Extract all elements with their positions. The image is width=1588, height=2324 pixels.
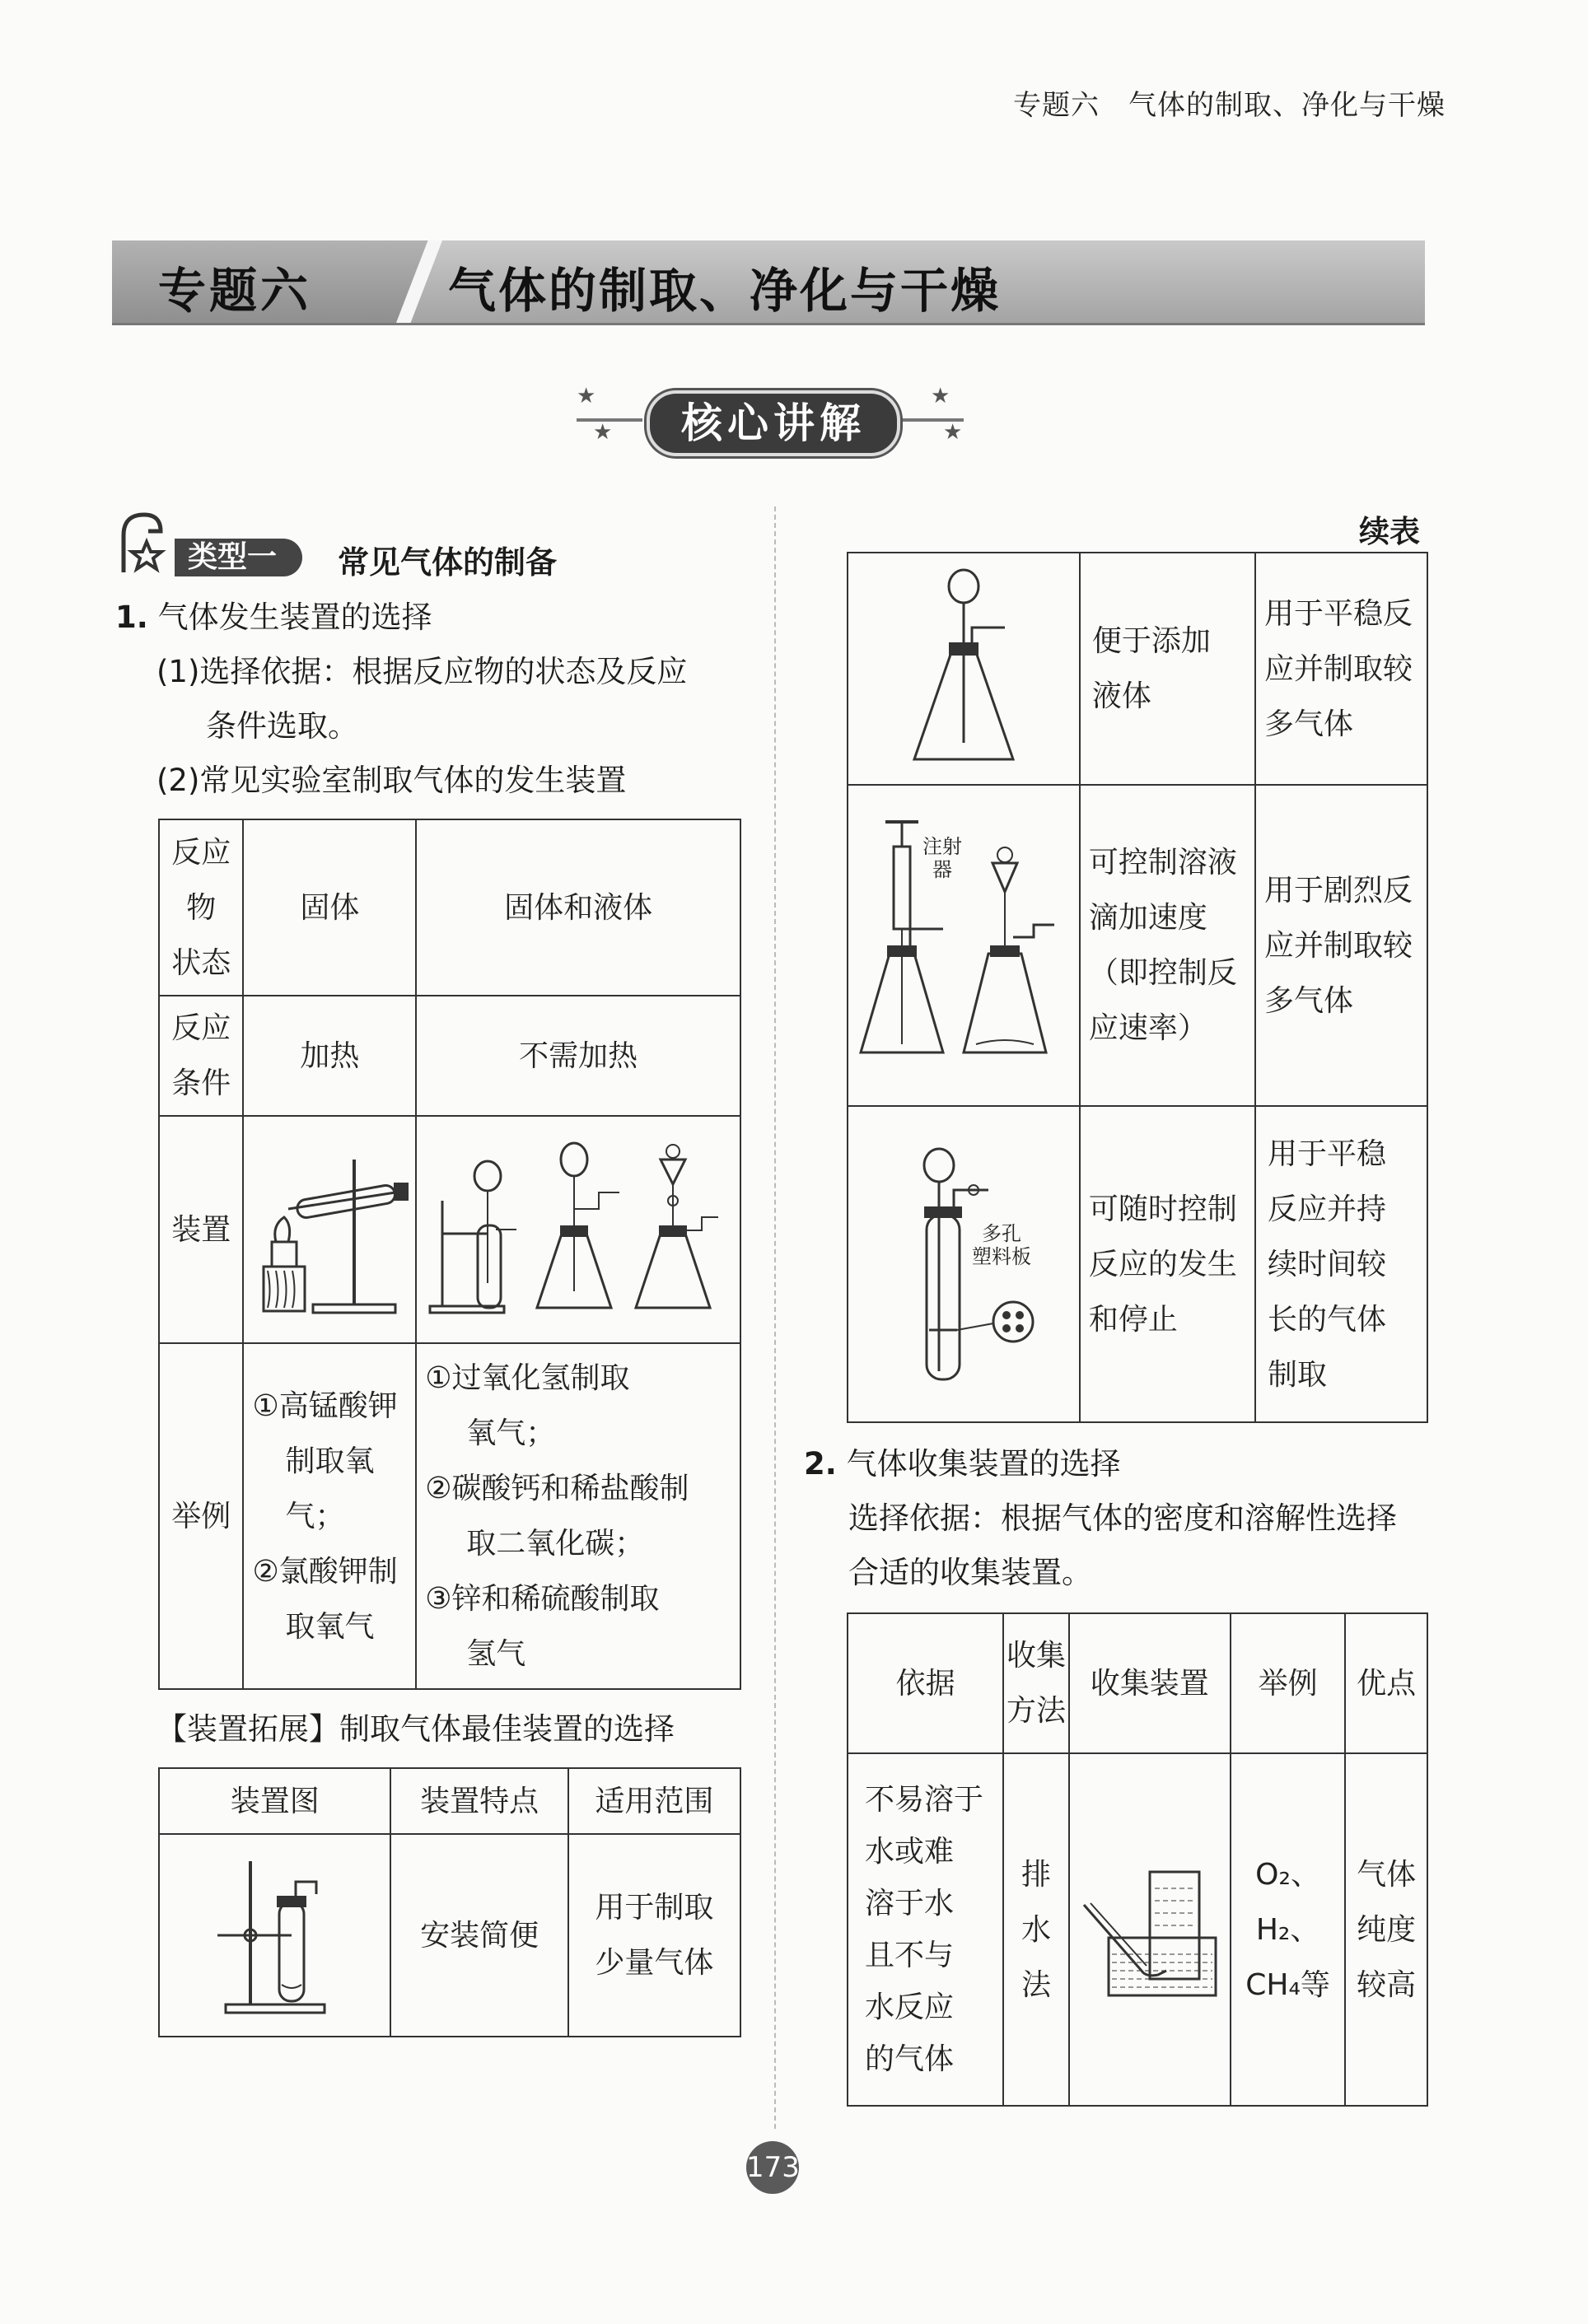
chapter-title: 气体的制取、净化与干燥 — [448, 263, 1002, 319]
section1-paragraph: (1)选择依据：根据反应物的状态及反应 — [156, 654, 688, 689]
best-device-table-continued — [847, 552, 1428, 1423]
syringe-apparatus-figure — [848, 785, 1080, 1106]
star-icon: ★ — [577, 384, 596, 408]
table-cell: 用于平稳反 应并制取较 多气体 — [1255, 553, 1427, 785]
section2-paragraph: 合适的收集装置。 — [848, 1555, 1092, 1590]
syringe-label: 注射 器 — [922, 835, 962, 881]
table-cell: 可随时控制 反应的发生 和停止 — [1080, 1106, 1255, 1422]
table-header-cell: 举例 — [1231, 1613, 1346, 1753]
table-row — [159, 1834, 740, 2037]
table-row — [159, 1343, 740, 1689]
table-header-cell: 依据 — [848, 1613, 1003, 1753]
section2-paragraph: 选择依据：根据气体的密度和溶解性选择 — [848, 1500, 1397, 1536]
separatory-funnel-figure — [848, 553, 1080, 785]
table-header-cell: 优点 — [1345, 1613, 1427, 1753]
table-header-cell: 收集装置 — [1069, 1613, 1231, 1753]
table-cell: 用于剧烈反 应并制取较 多气体 — [1255, 785, 1427, 1106]
table-row — [848, 1613, 1427, 1753]
section1-paragraph: 条件选取。 — [206, 708, 358, 744]
porous-plate-label: 多孔 塑料板 — [972, 1222, 1031, 1268]
table-cell: 固体 — [243, 819, 416, 996]
page-number: 173 — [746, 2141, 799, 2194]
table-cell: ①过氧化氢制取 氧气； ②碳酸钙和稀盐酸制 取二氧化碳； ③锌和稀硫酸制取 氢气 — [416, 1343, 740, 1689]
chapter-banner — [112, 240, 1425, 323]
table-cell: 排 水 法 — [1003, 1753, 1069, 2106]
heating-apparatus-figure — [243, 1116, 416, 1343]
table-cell: 气体 纯度 较高 — [1345, 1753, 1427, 2106]
table-header-cell: 举例 — [159, 1343, 243, 1689]
table-header-cell: 装置图 — [159, 1768, 390, 1834]
table-header-cell: 收集 方法 — [1003, 1613, 1069, 1753]
expansion-heading: 【装置拓展】制取气体最佳装置的选择 — [156, 1711, 675, 1747]
table-cell: 不易溶于 水或难 溶于水 且不与 水反应 的气体 — [848, 1753, 1003, 2106]
star-icon: ★ — [931, 384, 950, 408]
section2-heading: 2. 气体收集装置的选择 — [804, 1446, 1121, 1482]
table-row — [848, 1106, 1427, 1422]
table-row — [848, 785, 1427, 1106]
continued-label: 续表 — [1359, 514, 1420, 549]
star-icon: ★ — [593, 420, 613, 445]
table-cell: 加热 — [243, 996, 416, 1116]
water-displacement-figure — [1069, 1753, 1231, 2106]
star-person-icon — [115, 511, 173, 576]
table-header-cell: 装置特点 — [390, 1768, 567, 1834]
generator-table — [158, 819, 741, 1690]
core-explanation-badge — [577, 384, 964, 453]
table-header-cell: 反应 条件 — [159, 996, 243, 1116]
running-head: 专题六 气体的制取、净化与干燥 — [1013, 89, 1446, 122]
table-row — [159, 819, 740, 996]
table-row — [159, 996, 740, 1116]
test-tube-apparatus-figure — [159, 1834, 390, 2037]
chapter-number: 专题六 — [158, 263, 312, 319]
table-cell: 便于添加 液体 — [1080, 553, 1255, 785]
table-header-cell: 适用范围 — [568, 1768, 740, 1834]
type-title: 常见气体的制备 — [338, 544, 558, 581]
table-row — [159, 1768, 740, 1834]
table-header-cell: 装置 — [159, 1116, 243, 1343]
table-header-cell: 反应 物 状态 — [159, 819, 243, 996]
section1-heading: 1. 气体发生装置的选择 — [115, 600, 432, 635]
collection-table — [847, 1612, 1428, 2107]
table-row — [848, 553, 1427, 785]
liquid-solid-apparatus-figure — [416, 1116, 740, 1343]
best-device-table — [158, 1767, 741, 2037]
table-cell: ①高锰酸钾 制取氧气； ②氯酸钾制 取氧气 — [243, 1343, 416, 1689]
core-label: 核心讲解 — [647, 390, 900, 456]
table-cell: 用于平稳 反应并持 续时间较 长的气体 制取 — [1255, 1106, 1427, 1422]
table-row — [159, 1116, 740, 1343]
kipp-type-apparatus-figure — [848, 1106, 1080, 1422]
table-cell: 用于制取 少量气体 — [568, 1834, 740, 2037]
table-row — [848, 1753, 1427, 2106]
section1-paragraph: (2)常见实验室制取气体的发生装置 — [156, 763, 627, 798]
table-cell: 固体和液体 — [416, 819, 740, 996]
table-cell: O₂、H₂、 CH₄等 — [1231, 1753, 1346, 2106]
column-divider — [774, 506, 776, 2129]
star-icon: ★ — [943, 420, 963, 445]
table-cell: 安装简便 — [390, 1834, 567, 2037]
table-cell: 可控制溶液 滴加速度 （即控制反 应速率） — [1080, 785, 1255, 1106]
table-cell: 不需加热 — [416, 996, 740, 1116]
type-badge: 类型一 — [175, 539, 302, 576]
